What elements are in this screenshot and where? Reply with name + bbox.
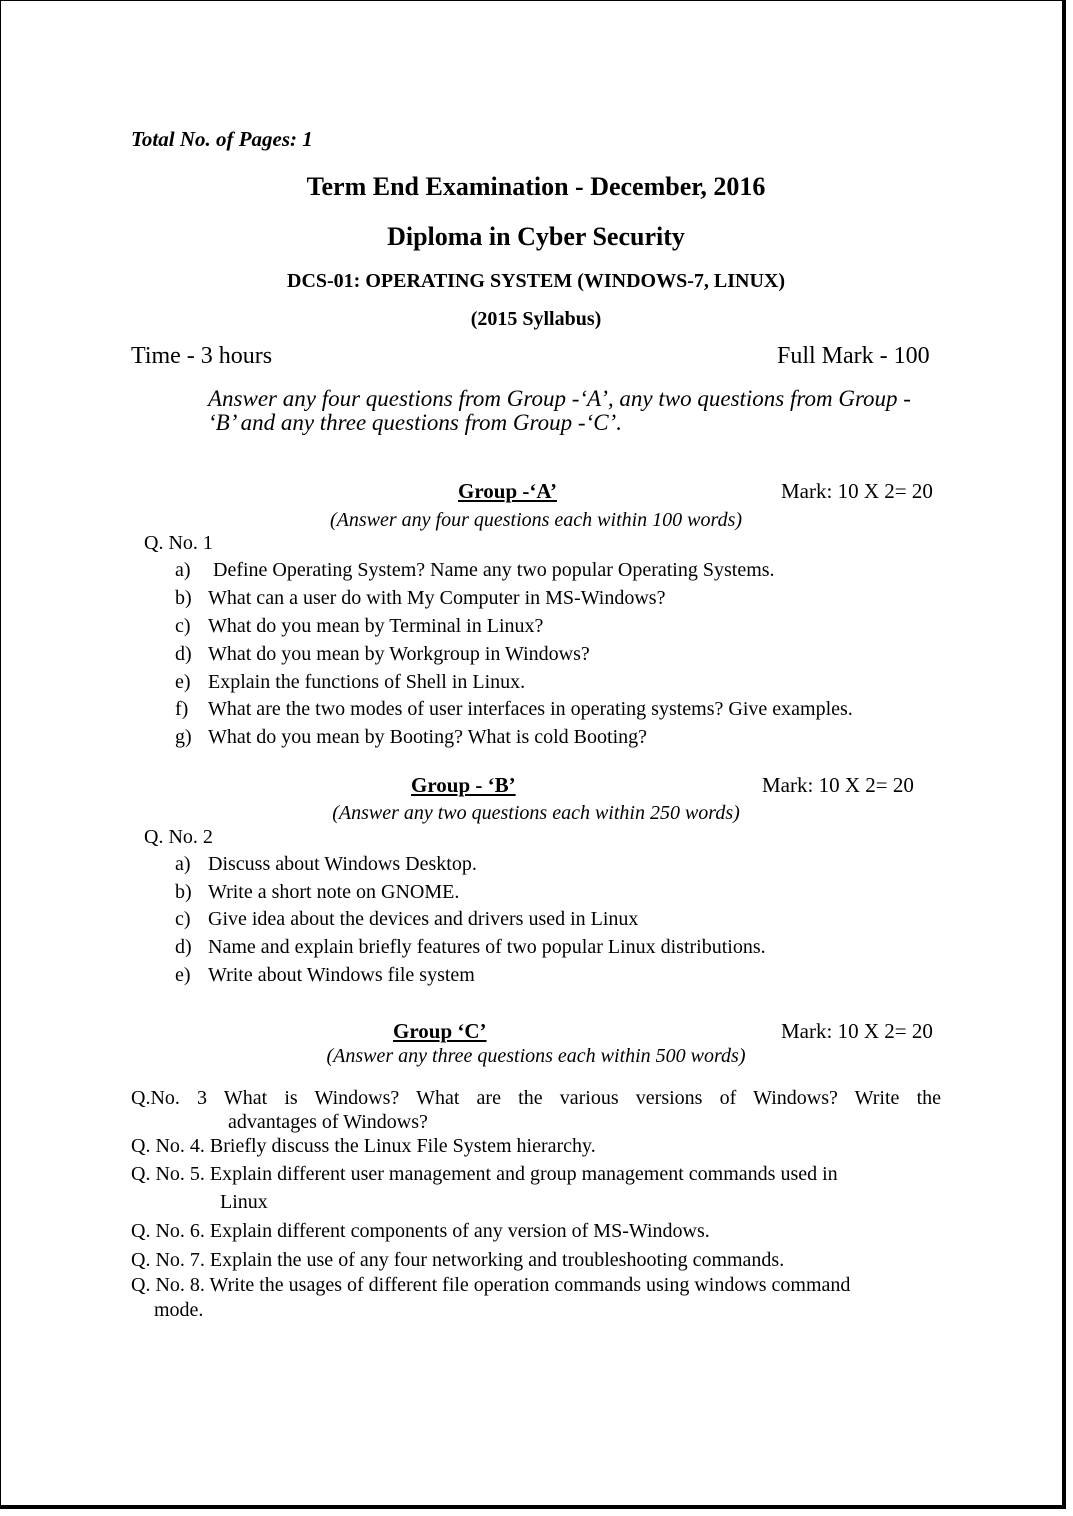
- list-item: c) Give idea about the devices and drivers used in Linux: [175, 908, 639, 930]
- group-c-heading: Group ‘C’: [393, 1019, 487, 1043]
- question-6: Q. No. 6. Explain different components of any version of MS-Windows.: [131, 1220, 710, 1242]
- list-item: e) Explain the functions of Shell in Linux.: [175, 671, 526, 693]
- list-item: c) What do you mean by Terminal in Linux?: [175, 615, 544, 637]
- question-8-line-2: mode.: [154, 1299, 204, 1321]
- list-item: a) Define Operating System? Name any two popular Operating Systems.: [175, 559, 775, 581]
- group-a-subtitle: (Answer any four questions each within 100 words): [329, 509, 743, 531]
- question-7: Q. No. 7. Explain the use of any four networking and troubleshooting commands.: [131, 1249, 785, 1271]
- question-4: Q. No. 4. Briefly discuss the Linux File System hierarchy.: [131, 1135, 596, 1157]
- question-1-number: Q. No. 1: [144, 532, 213, 554]
- full-mark: Full Mark - 100: [777, 343, 930, 369]
- list-item: f) What are the two modes of user interfaces in operating systems? Give examples.: [175, 698, 853, 720]
- total-pages: Total No. of Pages: 1: [131, 127, 313, 151]
- question-8-line-1: Q. No. 8. Write the usages of different file operation commands using windows command: [131, 1274, 851, 1296]
- course-title: DCS-01: OPERATING SYSTEM (WINDOWS-7, LINUX): [287, 270, 785, 292]
- group-b-mark: Mark: 10 X 2= 20: [762, 773, 914, 797]
- list-item: d) What do you mean by Workgroup in Windows?: [175, 643, 590, 665]
- group-c-subtitle: (Answer any three questions each within 500 words): [326, 1045, 746, 1067]
- list-item: b) What can a user do with My Computer in MS-Windows?: [175, 587, 666, 609]
- question-2-number: Q. No. 2: [144, 826, 213, 848]
- group-c-mark: Mark: 10 X 2= 20: [781, 1019, 933, 1043]
- exam-title: Term End Examination - December, 2016: [306, 172, 766, 201]
- exam-time: Time - 3 hours: [131, 343, 273, 369]
- group-b-heading: Group - ‘B’: [411, 773, 516, 797]
- program-title: Diploma in Cyber Security: [387, 222, 685, 251]
- list-item: e) Write about Windows file system: [175, 964, 475, 986]
- group-a-mark: Mark: 10 X 2= 20: [781, 479, 933, 503]
- question-5-line-2: Linux: [220, 1191, 268, 1213]
- question-3-line-1: Q.No. 3 What is Windows? What are the various versions of Windows? Write the: [131, 1087, 941, 1109]
- syllabus-year: (2015 Syllabus): [470, 308, 602, 330]
- list-item: g) What do you mean by Booting? What is cold Booting?: [175, 726, 648, 748]
- list-item: d) Name and explain briefly features of two popular Linux distributions.: [175, 936, 766, 958]
- list-item: a) Discuss about Windows Desktop.: [175, 853, 477, 875]
- question-5-line-1: Q. No. 5. Explain different user management and group management commands used in: [131, 1163, 838, 1185]
- instructions: Answer any four questions from Group -‘A’, any two questions from Group - ‘B’ and any three questions from Group -‘C’.: [208, 386, 911, 435]
- group-b-subtitle: (Answer any two questions each within 250 words): [332, 802, 740, 824]
- question-3-line-2: advantages of Windows?: [228, 1111, 428, 1133]
- list-item: b) Write a short note on GNOME.: [175, 881, 460, 903]
- group-a-heading: Group -‘A’: [458, 479, 557, 503]
